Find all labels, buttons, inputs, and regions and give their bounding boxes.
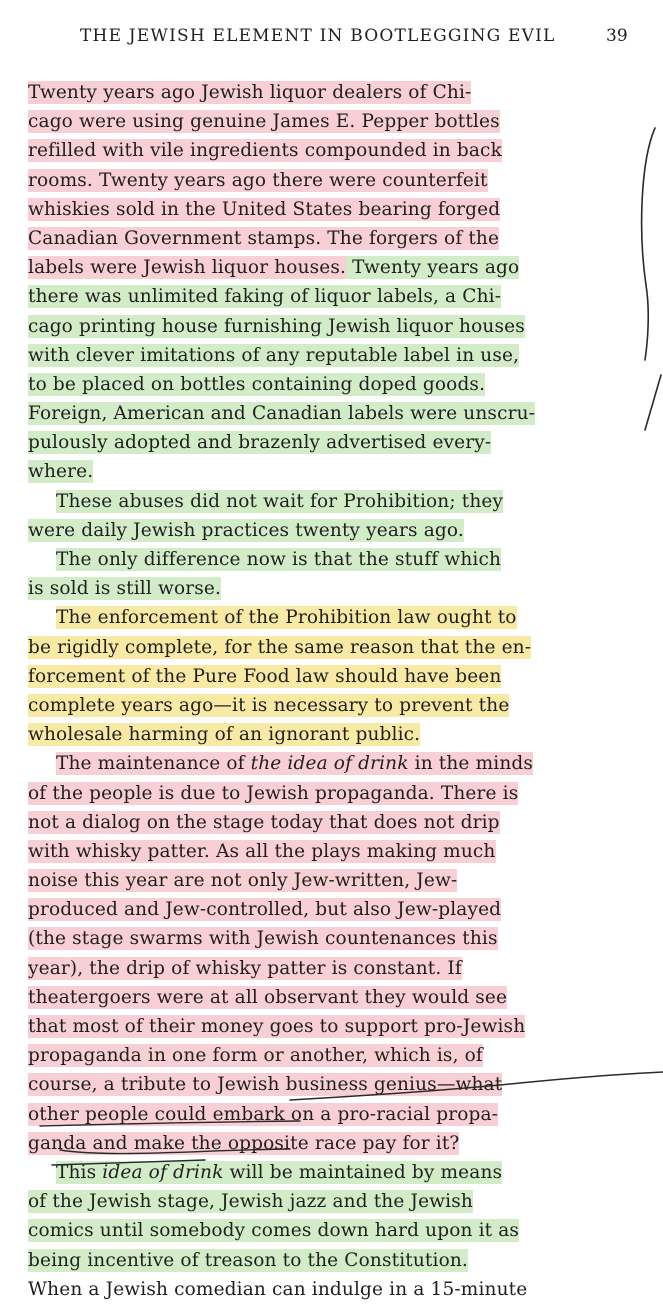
page-number: 39 — [606, 26, 628, 46]
text-line — [28, 1012, 633, 1041]
highlighted-text: cago printing house furnishing Jewish liquor houses — [28, 315, 525, 337]
highlighted-text: pulously adopted and brazenly advertised every- — [28, 432, 492, 454]
text-line — [28, 1100, 633, 1129]
highlighted-text: produced and Jew-controlled, but also Jew-played — [28, 899, 502, 921]
text-line — [28, 545, 633, 574]
margin-slash-mark — [645, 375, 661, 430]
paragraph — [28, 749, 633, 1158]
paragraph — [28, 603, 633, 749]
paragraph — [28, 78, 633, 487]
text-line — [28, 1158, 633, 1187]
text-line — [28, 779, 633, 808]
highlighted-text: (the stage swarms with Jewish countenances this — [28, 928, 498, 950]
paragraph — [28, 1158, 633, 1304]
text-line — [28, 136, 633, 165]
highlighted-text: be rigidly complete, for the same reason that the en- — [28, 636, 532, 658]
text-line — [28, 1041, 633, 1070]
highlighted-text: cago were using genuine James E. Pepper bottles — [28, 111, 500, 133]
text-line — [28, 1129, 633, 1158]
highlighted-text: in the minds — [408, 753, 534, 775]
highlighted-text: refilled with vile ingredients compounded in back — [28, 140, 502, 162]
text-line — [28, 662, 633, 691]
highlighted-text: to be placed on bottles containing doped goods. — [28, 373, 486, 395]
highlighted-text: other people could embark on a pro-racial propa- — [28, 1103, 499, 1125]
highlighted-text: Twenty years ago Jewish liquor dealers of Chi- — [28, 82, 472, 103]
text-line — [28, 312, 633, 341]
paragraph — [28, 487, 633, 545]
text-line — [28, 720, 633, 749]
highlighted-text: noise this year are not only Jew-written, Jew- — [28, 870, 458, 892]
text-line — [28, 1070, 633, 1099]
text-line — [28, 1216, 633, 1245]
highlighted-text: of the people is due to Jewish propaganda. There is — [28, 782, 519, 804]
text-line — [28, 107, 633, 136]
text-line — [28, 866, 633, 895]
paragraph — [28, 545, 633, 603]
highlighted-text: labels were Jewish liquor houses. — [28, 257, 347, 279]
text-line — [28, 808, 633, 837]
text-line — [28, 603, 633, 632]
highlighted-text: that most of their money goes to support pro-Jewish — [28, 1016, 526, 1037]
highlighted-text: is sold is still worse. — [28, 578, 222, 600]
highlighted-text: where. — [28, 461, 94, 483]
highlighted-text: The enforcement of the Prohibition law ought to — [56, 607, 517, 629]
text-line — [28, 370, 633, 399]
text-line — [28, 574, 633, 603]
text-line — [28, 924, 633, 953]
text-line — [28, 78, 633, 107]
text-line — [28, 954, 633, 983]
text-line — [28, 195, 633, 224]
highlighted-text: with clever imitations of any reputable label in use, — [28, 344, 520, 366]
text-line — [28, 1275, 633, 1304]
text-line — [28, 516, 633, 545]
text-line — [28, 253, 633, 282]
highlighted-text: This — [56, 1161, 103, 1183]
page-body — [28, 78, 633, 1304]
highlighted-text: not a dialog on the stage today that does not drip — [28, 811, 500, 833]
highlighted-text: complete years ago—it is necessary to prevent the — [28, 694, 510, 716]
text-line — [28, 166, 633, 195]
highlighted-text: year), the drip of whisky patter is constant. If — [28, 957, 462, 979]
highlighted-text: propaganda in one form or another, which is, of — [28, 1045, 483, 1067]
highlighted-text: theatergoers were at all observant they would see — [28, 986, 508, 1008]
text-line — [28, 837, 633, 866]
highlighted-text: ganda and make the opposite race pay for it? — [28, 1132, 460, 1154]
text-line — [28, 457, 633, 486]
highlighted-text: Twenty years ago — [346, 257, 520, 279]
text-line — [28, 487, 633, 516]
highlighted-text: there was unlimited faking of liquor labels, a Chi- — [28, 286, 502, 308]
highlighted-text: course, a tribute to Jewish business genius—what — [28, 1074, 503, 1096]
running-title: THE JEWISH ELEMENT IN BOOTLEGGING EVIL — [80, 26, 556, 46]
highlighted-text: These abuses did not wait for Prohibition; they — [56, 490, 504, 512]
highlighted-text: wholesale harming of an ignorant public. — [28, 724, 421, 746]
text-line — [28, 895, 633, 924]
plain-text: When a Jewish comedian can indulge in a 15-minute — [28, 1278, 528, 1300]
highlighted-text: rooms. Twenty years ago there were counterfeit — [28, 169, 488, 191]
text-line — [28, 1187, 633, 1216]
highlighted-text: Canadian Government stamps. The forgers of the — [28, 227, 500, 249]
text-line — [28, 224, 633, 253]
highlighted-text: being incentive of treason to the Constitution. — [28, 1249, 468, 1271]
highlighted-text: were daily Jewish practices twenty years ago. — [28, 519, 464, 541]
text-line — [28, 983, 633, 1012]
highlighted-text: with whisky patter. As all the plays making much — [28, 840, 496, 862]
highlighted-text: the idea of drink — [250, 753, 409, 775]
highlighted-text: Foreign, American and Canadian labels were unscru- — [28, 403, 536, 425]
text-line — [28, 282, 633, 311]
text-line — [28, 1246, 633, 1275]
margin-bracket-mark — [642, 128, 655, 360]
highlighted-text: idea of drink — [102, 1161, 224, 1183]
highlighted-text: forcement of the Pure Food law should have been — [28, 665, 502, 687]
highlighted-text: of the Jewish stage, Jewish jazz and the Jewish — [28, 1191, 473, 1213]
highlighted-text: The only difference now is that the stuff which — [56, 549, 502, 570]
text-line — [28, 691, 633, 720]
highlighted-text: whiskies sold in the United States bearing forged — [28, 198, 501, 220]
running-head — [0, 26, 663, 50]
text-line — [28, 399, 633, 428]
highlighted-text: The maintenance of — [56, 753, 251, 775]
text-line — [28, 633, 633, 662]
highlighted-text: comics until somebody comes down hard upon it as — [28, 1220, 520, 1242]
text-line — [28, 341, 633, 370]
highlighted-text: will be maintained by means — [223, 1161, 503, 1183]
text-line — [28, 428, 633, 457]
text-line — [28, 749, 633, 778]
